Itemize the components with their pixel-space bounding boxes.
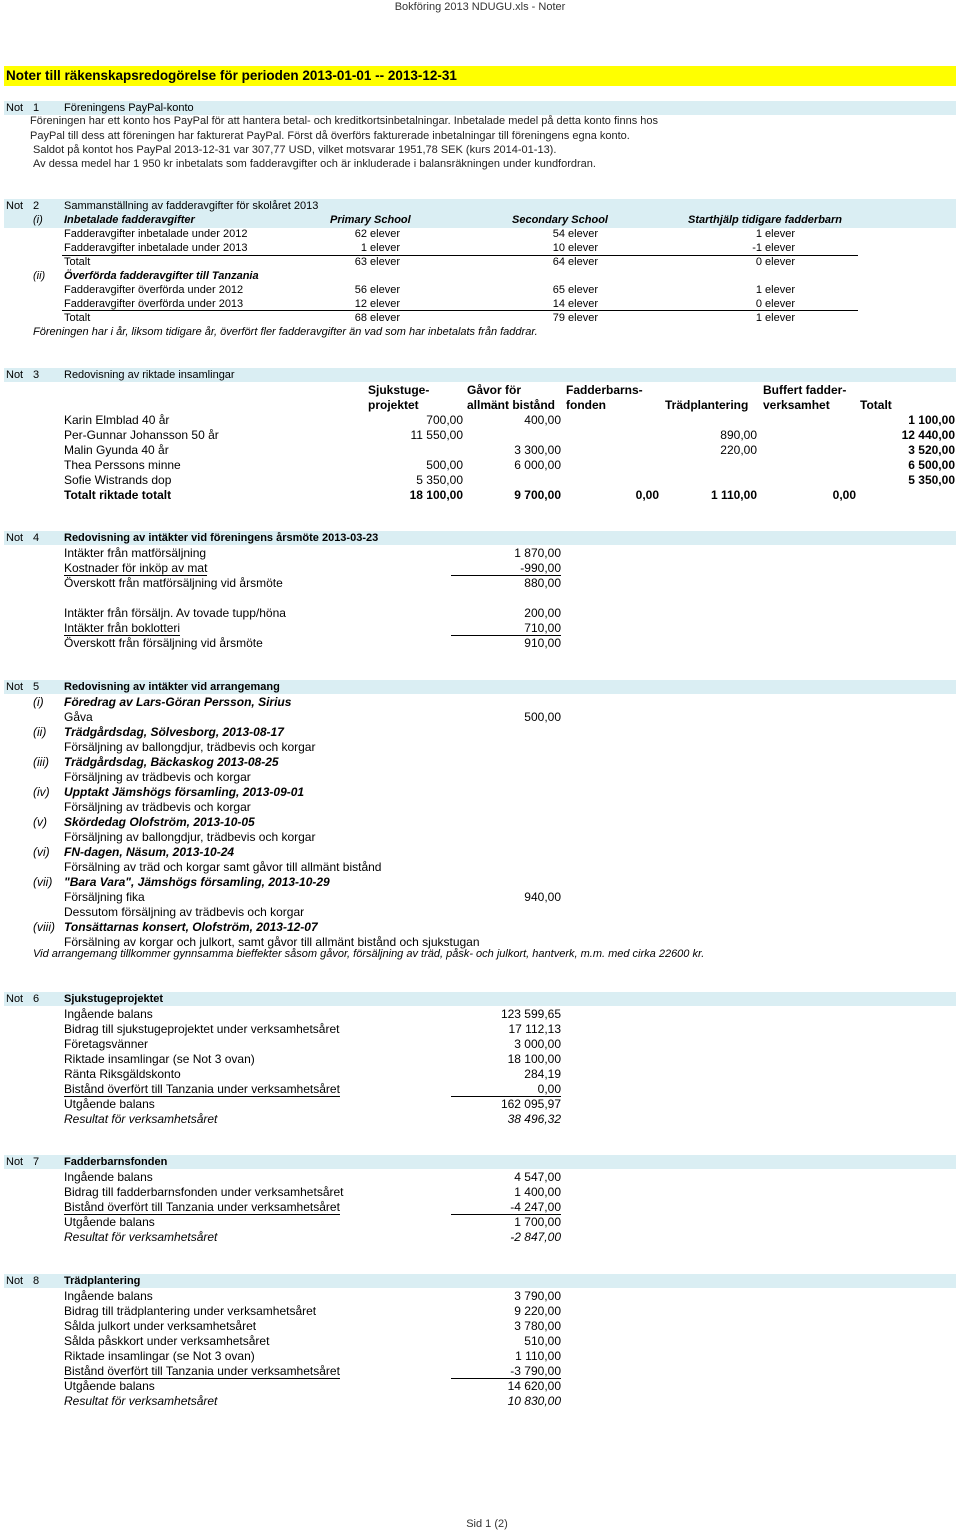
not3-header-line1: Sjukstuge- — [368, 383, 430, 397]
not5-item-title: Skördedag Olofström, 2013-10-05 — [64, 815, 255, 829]
not6-row-value: 162 095,97 — [500, 1097, 561, 1111]
not6-row-label: Utgående balans — [64, 1097, 155, 1111]
not5-item-number: (iv) — [33, 785, 50, 799]
not3-label: Not — [6, 369, 24, 381]
not2-col-starthjalp: Starthjälp tidigare fadderbarn — [688, 214, 843, 226]
not8-row-label: Utgående balans — [64, 1379, 155, 1393]
not6-row-value: 38 496,32 — [507, 1112, 561, 1126]
not4-row-value: -990,00 — [451, 561, 561, 576]
not4-label: Not — [6, 532, 24, 544]
not5-note: Vid arrangemang tillkommer gynnsamma bieffekter såsom gåvor, försäljning av träd, påsk- och julkort, hantverk, m.m. med cirka 22600 kr. — [33, 948, 705, 960]
not4-row-value: 880,00 — [524, 576, 561, 590]
not7-number: 7 — [33, 1156, 40, 1168]
not7-row-label: Ingående balans — [64, 1170, 153, 1184]
not8-row-value: 10 830,00 — [507, 1394, 561, 1408]
not3-cell: 12 440,00 — [901, 428, 955, 442]
not8-number: 8 — [33, 1275, 40, 1287]
not4-heading: Redovisning av intäkter vid föreningens årsmöte 2013-03-23 — [64, 532, 379, 544]
not1-label: Not — [6, 102, 24, 114]
not6-row-value: 17 112,13 — [508, 1022, 561, 1036]
page-title: Noter till räkenskapsredogörelse för perioden 2013-01-01 -- 2013-12-31 — [6, 68, 457, 83]
not6-number: 6 — [33, 993, 40, 1005]
not5-item-title: "Bara Vara", Jämshögs församling, 2013-10-29 — [64, 875, 330, 889]
not3-header-line1: Buffert fadder- — [763, 383, 847, 397]
not3-header-line2: fonden — [566, 398, 606, 412]
not2-row-primary: 68 elever — [354, 312, 400, 324]
not3-cell: 400,00 — [524, 413, 561, 427]
not8-row-value: 9 220,00 — [514, 1304, 561, 1318]
not2-row-secondary: 64 elever — [552, 256, 598, 268]
not2-sec1-number: (i) — [33, 214, 43, 226]
not2-row-starthjalp: 1 elever — [755, 228, 795, 240]
not3-total-label: Totalt riktade totalt — [64, 488, 172, 502]
not5-item-title: Tonsättarnas konsert, Olofström, 2013-12-07 — [64, 920, 318, 934]
not2-row-secondary: 79 elever — [552, 312, 598, 324]
not8-row-label: Sålda påskkort under verksamhetsåret — [64, 1334, 270, 1348]
not5-item-desc: Försälning av korgar och julkort, samt gåvor till allmänt bistånd och sjukstugan — [64, 935, 480, 949]
not6-row-value: 123 599,65 — [500, 1007, 561, 1021]
not8-label: Not — [6, 1275, 24, 1287]
not2-sec2-title: Överförda fadderavgifter till Tanzania — [64, 270, 259, 282]
not6-row-value: 284,19 — [524, 1067, 561, 1081]
not5-heading: Redovisning av intäkter vid arrangemang — [64, 681, 280, 693]
not6-row-label: Bistånd överfört till Tanzania under verksamhetsåret — [64, 1082, 340, 1096]
not2-row-label: Totalt — [64, 256, 91, 268]
not5-number: 5 — [33, 681, 40, 693]
not3-row-label: Per-Gunnar Johansson 50 år — [64, 428, 219, 442]
not7-row-label: Bistånd överfört till Tanzania under verksamhetsåret — [64, 1200, 340, 1214]
not3-header-line2: projektet — [368, 398, 419, 412]
not5-item-title: Trädgårdsdag, Bäckaskog 2013-08-25 — [64, 755, 279, 769]
not3-header-line2: allmänt bistånd — [467, 398, 556, 412]
not5-item-number: (i) — [33, 695, 44, 709]
not3-cell: 700,00 — [426, 413, 463, 427]
not3-header-line2: Trädplantering — [665, 398, 749, 412]
not5-item-desc: Försälning av träd och korgar samt gåvor till allmänt bistånd — [64, 860, 382, 874]
not8-band — [4, 1274, 956, 1288]
not3-total-cell: 18 100,00 — [409, 488, 463, 502]
not3-cell: 220,00 — [720, 443, 757, 457]
not4-row-value: 910,00 — [524, 636, 561, 650]
not6-heading: Sjukstugeprojektet — [64, 993, 164, 1005]
not5-item-number: (iii) — [33, 755, 49, 769]
not5-item-desc: Försäljning av trädbevis och korgar — [64, 770, 251, 784]
not5-item-value: 940,00 — [524, 890, 561, 904]
not2-row-starthjalp: 0 elever — [755, 256, 795, 268]
not8-row-value: 3 780,00 — [514, 1319, 561, 1333]
not2-row-primary: 1 elever — [360, 242, 400, 254]
not5-item-desc: Försäljning av ballongdjur, trädbevis och korgar — [64, 740, 316, 754]
not4-row-value: 200,00 — [524, 606, 561, 620]
not6-row-value: 3 000,00 — [514, 1037, 561, 1051]
not3-row-label: Thea Perssons minne — [64, 458, 181, 472]
not8-row-label: Ingående balans — [64, 1289, 153, 1303]
not2-col-secondary: Secondary School — [512, 214, 608, 226]
not5-item-title: Upptakt Jämshögs församling, 2013-09-01 — [64, 785, 305, 799]
not3-cell: 5 350,00 — [416, 473, 463, 487]
not3-cell: 500,00 — [426, 458, 463, 472]
not2-note: Föreningen har i år, liksom tidigare år, överfört fler fadderavgifter än vad som har inbetalats från faddrar. — [33, 326, 538, 338]
not2-row-starthjalp: -1 elever — [752, 242, 795, 254]
not2-row-label: Fadderavgifter inbetalade under 2012 — [64, 228, 248, 240]
not3-total-cell: 1 110,00 — [710, 488, 757, 502]
not5-item-desc2: Dessutom försäljning av trädbevis och korgar — [64, 905, 305, 919]
not6-row-label: Riktade insamlingar (se Not 3 ovan) — [64, 1052, 255, 1066]
not2-sum-line-1 — [62, 255, 858, 256]
not1-number: 1 — [33, 102, 40, 114]
not2-row-label: Fadderavgifter inbetalade under 2013 — [64, 242, 248, 254]
not6-label: Not — [6, 993, 24, 1005]
not5-item-desc: Försäljning av ballongdjur, trädbevis och korgar — [64, 830, 316, 844]
not8-row-value: -3 790,00 — [451, 1364, 561, 1379]
not5-item-number: (vii) — [33, 875, 53, 889]
not5-item-desc: Gåva — [64, 710, 93, 724]
not2-heading: Sammanställning av fadderavgifter för skolåret 2013 — [64, 200, 319, 212]
not7-row-value: 1 400,00 — [514, 1185, 561, 1199]
not3-cell: 890,00 — [720, 428, 757, 442]
not2-row-starthjalp: 1 elever — [755, 312, 795, 324]
not3-cell: 1 100,00 — [908, 413, 955, 427]
not3-heading: Redovisning av riktade insamlingar — [64, 369, 235, 381]
not4-row-label: Intäkter från försäljn. Av tovade tupp/höna — [64, 606, 286, 620]
not4-row-label: Intäkter från matförsäljning — [64, 546, 207, 560]
not1-line-4: Av dessa medel har 1 950 kr inbetalats som fadderavgifter och är inkluderade i balansräkningen under kundfordran. — [33, 158, 596, 170]
not2-label: Not — [6, 200, 24, 212]
not3-cell: 11 550,00 — [410, 428, 463, 442]
not7-row-label: Resultat för verksamhetsåret — [64, 1230, 218, 1244]
not3-cell: 3 300,00 — [514, 443, 561, 457]
not2-sec1-title: Inbetalade fadderavgifter — [64, 214, 195, 226]
not5-item-number: (ii) — [33, 725, 47, 739]
not3-header-line1: Fadderbarns- — [566, 383, 643, 397]
not1-line-3: Saldot på kontot hos PayPal 2013-12-31 var 307,77 USD, vilket motsvarar 1951,78 SEK (kurs 2014-01-13). — [33, 144, 557, 156]
not6-row-label: Ränta Riksgäldskonto — [64, 1067, 181, 1081]
not2-row-primary: 62 elever — [354, 228, 400, 240]
not6-row-label: Ingående balans — [64, 1007, 153, 1021]
not8-row-value: 510,00 — [524, 1334, 561, 1348]
not2-row-secondary: 65 elever — [552, 284, 598, 296]
not3-total-cell: 0,00 — [635, 488, 659, 502]
not2-col-primary: Primary School — [330, 214, 411, 226]
not7-row-value: 1 700,00 — [514, 1215, 561, 1229]
not8-heading: Trädplantering — [64, 1275, 141, 1287]
not5-item-desc: Försäljning fika — [64, 890, 145, 904]
not3-total-cell: 9 700,00 — [514, 488, 561, 502]
not2-row-label: Fadderavgifter överförda under 2012 — [64, 284, 244, 296]
not3-header-line1: Gåvor för — [467, 383, 522, 397]
not6-row-value: 18 100,00 — [507, 1052, 561, 1066]
not3-cell: 5 350,00 — [908, 473, 955, 487]
not8-row-label: Resultat för verksamhetsåret — [64, 1394, 218, 1408]
not3-header-line2: Totalt — [860, 398, 892, 412]
not6-row-label: Bidrag till sjukstugeprojektet under verksamhetsåret — [64, 1022, 340, 1036]
not2-number: 2 — [33, 200, 40, 212]
not6-row-value: 0,00 — [451, 1082, 561, 1097]
not2-sum-line-2 — [62, 310, 858, 311]
not4-row-label: Kostnader för inköp av mat — [64, 561, 208, 575]
not1-heading: Föreningens PayPal-konto — [64, 102, 194, 114]
not3-total-cell: 0,00 — [832, 488, 856, 502]
not3-number: 3 — [33, 369, 40, 381]
not5-item-title: FN-dagen, Näsum, 2013-10-24 — [64, 845, 235, 859]
not8-row-label: Sålda julkort under verksamhetsåret — [64, 1319, 257, 1333]
not3-row-label: Malin Gyunda 40 år — [64, 443, 169, 457]
not4-row-label: Överskott från matförsäljning vid årsmöte — [64, 576, 283, 590]
not2-row-secondary: 54 elever — [552, 228, 598, 240]
not6-row-label: Resultat för verksamhetsåret — [64, 1112, 218, 1126]
not3-row-label: Sofie Wistrands dop — [64, 473, 172, 487]
not4-row-label: Överskott från försäljning vid årsmöte — [64, 636, 263, 650]
not5-item-title: Trädgårdsdag, Sölvesborg, 2013-08-17 — [64, 725, 284, 739]
not2-row-primary: 56 elever — [354, 284, 400, 296]
not8-row-label: Bistånd överfört till Tanzania under verksamhetsåret — [64, 1364, 340, 1378]
not8-row-value: 3 790,00 — [514, 1289, 561, 1303]
not5-item-desc: Försäljning av trädbevis och korgar — [64, 800, 251, 814]
not2-sec2-number: (ii) — [33, 270, 46, 282]
not7-row-label: Bidrag till fadderbarnsfonden under verksamhetsåret — [64, 1185, 344, 1199]
not2-row-starthjalp: 0 elever — [755, 298, 795, 310]
not3-cell: 6 000,00 — [514, 458, 561, 472]
not2-row-starthjalp: 1 elever — [755, 284, 795, 296]
page-number: Sid 1 (2) — [466, 1518, 508, 1530]
not5-item-number: (vi) — [33, 845, 50, 859]
not2-row-secondary: 10 elever — [552, 242, 598, 254]
not6-row-label: Företagsvänner — [64, 1037, 149, 1051]
not4-number: 4 — [33, 532, 40, 544]
not3-header-line2: verksamhet — [763, 398, 830, 412]
not2-row-primary: 12 elever — [354, 298, 400, 310]
not7-label: Not — [6, 1156, 24, 1168]
not8-row-label: Riktade insamlingar (se Not 3 ovan) — [64, 1349, 255, 1363]
not3-cell: 3 520,00 — [908, 443, 955, 457]
document-header: Bokföring 2013 NDUGU.xls - Noter — [394, 1, 566, 13]
not3-cell: 6 500,00 — [908, 458, 955, 472]
not4-row-value: 710,00 — [451, 621, 561, 636]
not5-item-number: (viii) — [33, 920, 55, 934]
not1-line-1: Föreningen har ett konto hos PayPal för att hantera betal- och kreditkortsinbetalningar. Inbetalade medel på detta konto finns hos — [30, 115, 659, 127]
not7-heading: Fadderbarnsfonden — [64, 1156, 168, 1168]
not8-row-value: 14 620,00 — [507, 1379, 561, 1393]
not4-row-label: Intäkter från boklotteri — [64, 621, 181, 635]
not7-row-value: -4 247,00 — [451, 1200, 561, 1215]
not5-item-value: 500,00 — [524, 710, 561, 724]
not5-label: Not — [6, 681, 24, 693]
not2-row-label: Fadderavgifter överförda under 2013 — [64, 298, 244, 310]
not2-row-secondary: 14 elever — [552, 298, 598, 310]
not8-row-value: 1 110,00 — [515, 1349, 561, 1363]
not5-item-title: Föredrag av Lars-Göran Persson, Sirius — [64, 695, 292, 709]
not7-row-value: -2 847,00 — [510, 1230, 561, 1244]
not1-line-2: PayPal till dess att föreningen har fakturerat PayPal. Först då överförs fakturerade inbetalningar till föreningens egna konto. — [30, 130, 630, 142]
not5-item-number: (v) — [33, 815, 47, 829]
not8-row-label: Bidrag till trädplantering under verksamhetsåret — [64, 1304, 317, 1318]
not4-row-value: 1 870,00 — [514, 546, 561, 560]
not7-row-value: 4 547,00 — [514, 1170, 561, 1184]
not2-row-label: Totalt — [64, 312, 91, 324]
not7-row-label: Utgående balans — [64, 1215, 155, 1229]
not2-row-primary: 63 elever — [354, 256, 400, 268]
not3-row-label: Karin Elmblad 40 år — [64, 413, 170, 427]
